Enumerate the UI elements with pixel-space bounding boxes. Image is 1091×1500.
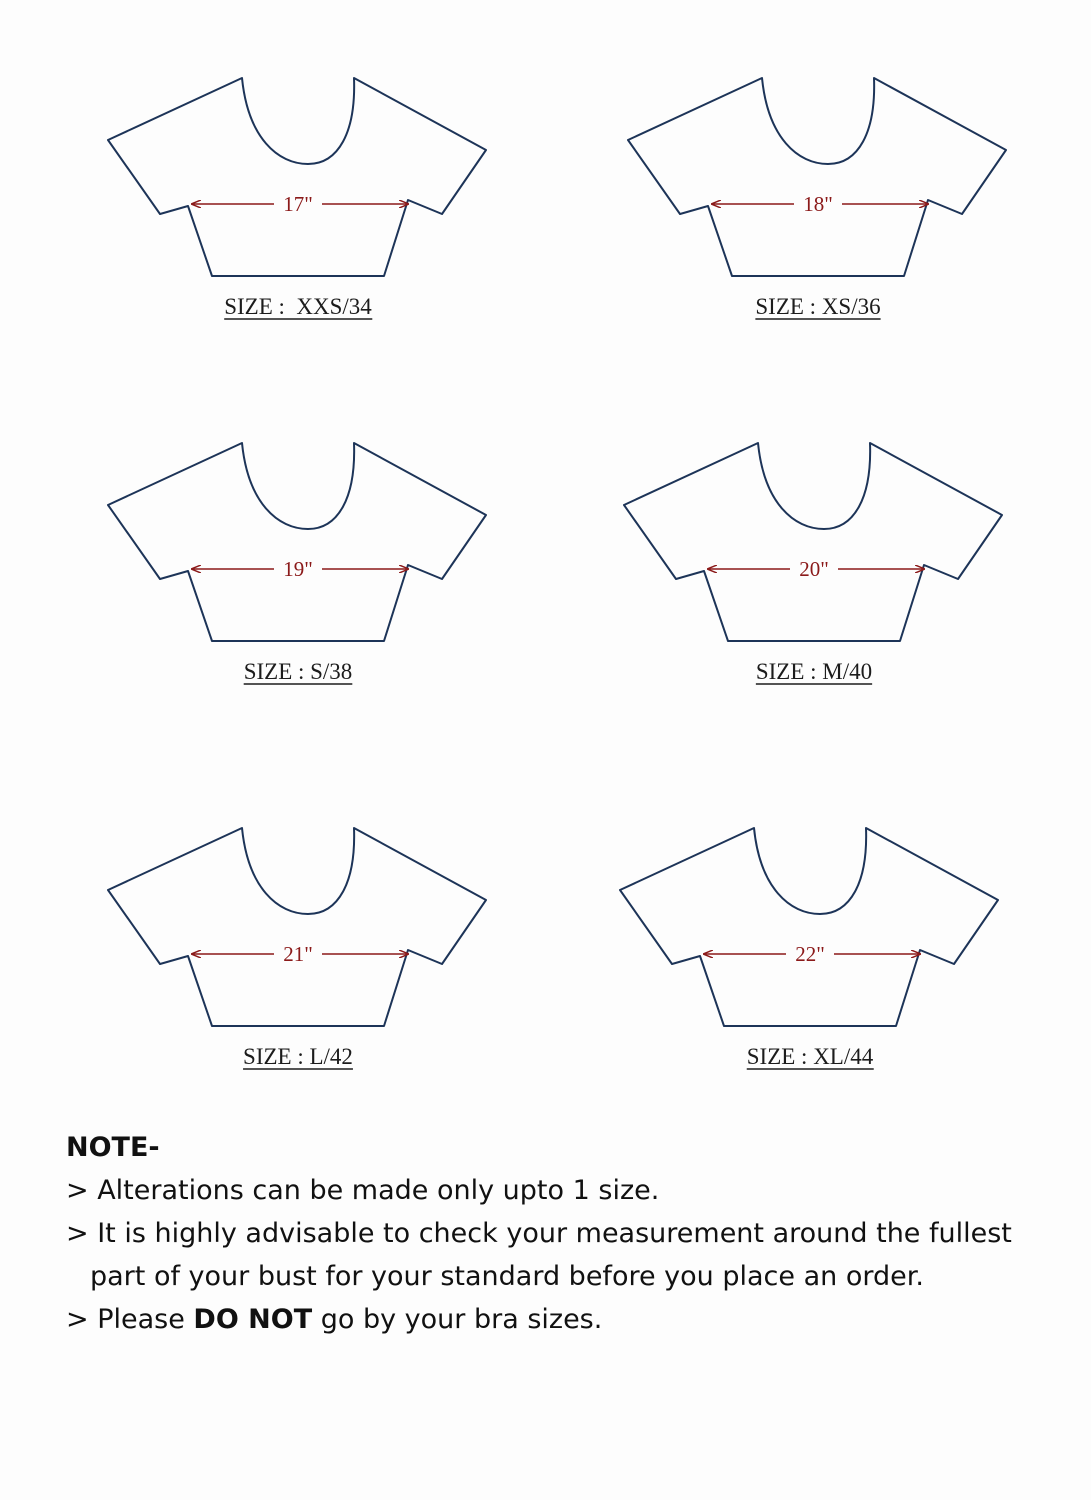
note-bra-prefix: > Please xyxy=(66,1304,194,1335)
size-label: SIZE : XXS/34 xyxy=(224,294,372,319)
size-label: SIZE : M/40 xyxy=(755,659,873,684)
measurement-label: 19" xyxy=(283,557,313,581)
blouse-panel-2 xyxy=(628,78,1006,319)
measurement-label: 17" xyxy=(283,192,313,216)
notes-title: NOTE- xyxy=(66,1132,160,1163)
blouse-outline xyxy=(620,828,998,1026)
size-label: SIZE : S/38 xyxy=(243,659,353,684)
note-alterations: > Alterations can be made only upto 1 size. xyxy=(66,1175,660,1206)
blouse-outline xyxy=(108,443,486,641)
note-bra-bold: DO NOT xyxy=(193,1304,313,1335)
blouse-panel-3 xyxy=(108,443,486,684)
blouse-outline xyxy=(108,78,486,276)
size-label: SIZE : L/42 xyxy=(243,1044,353,1069)
blouse-outline xyxy=(628,78,1006,276)
blouse-outline xyxy=(624,443,1002,641)
measurement-label: 22" xyxy=(795,942,825,966)
note-bra-suffix: go by your bra sizes. xyxy=(312,1304,603,1335)
note-measurement-cont: part of your bust for your standard before you place an order. xyxy=(90,1261,924,1292)
blouse-outline xyxy=(108,828,486,1026)
measurement-label: 18" xyxy=(803,192,833,216)
blouse-panel-5 xyxy=(108,828,486,1069)
blouse-panel-6 xyxy=(620,828,998,1069)
size-label: SIZE : XS/36 xyxy=(755,294,881,319)
note-bra-sizes xyxy=(66,1298,1086,1341)
blouse-panel-4 xyxy=(624,443,1002,684)
measurement-label: 21" xyxy=(283,942,313,966)
measurement-label: 20" xyxy=(799,557,829,581)
size-label: SIZE : XL/44 xyxy=(746,1044,874,1069)
notes-section xyxy=(66,1126,1086,1341)
blouse-panel-1 xyxy=(108,78,486,319)
note-measurement: > It is highly advisable to check your measurement around the fullest xyxy=(66,1218,1012,1249)
